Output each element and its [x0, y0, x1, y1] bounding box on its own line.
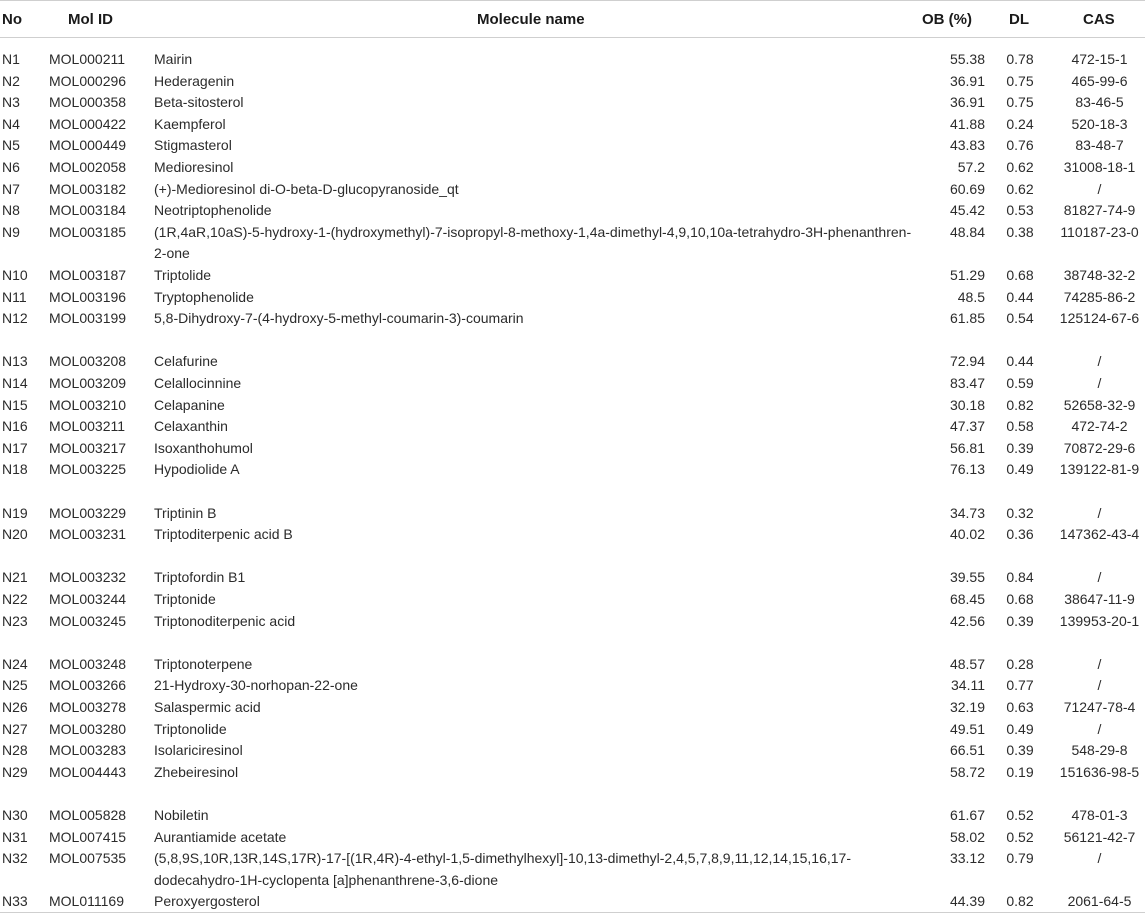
row-no: N9 [2, 223, 20, 240]
row-molecule-name: Aurantiamide acetate [154, 828, 287, 845]
row-molecule-name: Mairin [154, 51, 193, 67]
row-ob: 61.67 [949, 807, 985, 823]
row-no: N16 [2, 418, 28, 435]
row-mol-id: MOL000422 [49, 115, 127, 132]
row-cas: 31008-18-1 [1063, 159, 1136, 175]
row-dl: 0.68 [1006, 591, 1034, 607]
row-mol-id: MOL005828 [49, 807, 127, 823]
row-mol-id: MOL007535 [49, 850, 127, 867]
row-no: N19 [2, 504, 28, 521]
row-mol-id: MOL002058 [49, 159, 127, 175]
row-cas: 125124-67-6 [1059, 310, 1140, 327]
row-no: N15 [2, 396, 28, 413]
row-no: N20 [2, 526, 28, 543]
table-row [0, 567, 1145, 589]
row-ob: 36.91 [949, 72, 985, 89]
row-mol-id: MOL003231 [49, 526, 127, 543]
table-row [0, 503, 1145, 525]
table-row [0, 114, 1145, 136]
table-row [0, 179, 1145, 201]
row-no: N28 [2, 742, 28, 759]
row-cas: 151636-98-5 [1059, 763, 1140, 780]
row-mol-id: MOL003283 [49, 742, 127, 759]
row-molecule-name: Salaspermic acid [154, 699, 261, 715]
row-molecule-name: Tryptophenolide [154, 288, 254, 305]
row-ob: 60.69 [949, 180, 985, 197]
table-row [0, 827, 1145, 849]
table-row [0, 351, 1145, 373]
row-dl: 0.82 [1006, 396, 1034, 413]
row-molecule-name: Hederagenin [154, 72, 235, 89]
row-ob: 43.83 [949, 137, 985, 154]
row-ob: 55.38 [949, 51, 985, 67]
table-row [0, 308, 1145, 351]
row-cas: / [1097, 655, 1102, 672]
row-ob: 66.51 [949, 742, 985, 759]
row-molecule-name: 5,8-Dihydroxy-7-(4-hydroxy-5-methyl-coumarin-3)-coumarin [154, 310, 524, 327]
row-molecule-name: Celaxanthin [154, 418, 228, 435]
row-no: N24 [2, 655, 28, 672]
row-molecule-name: Triptoditerpenic acid B [154, 526, 293, 543]
row-dl: 0.78 [1006, 51, 1034, 67]
row-ob: 76.13 [949, 461, 985, 478]
row-no: N29 [2, 763, 28, 780]
row-no: N27 [2, 720, 28, 737]
row-cas: 83-46-5 [1075, 94, 1124, 111]
row-dl: 0.62 [1006, 180, 1034, 197]
row-molecule-name: Nobiletin [154, 807, 209, 823]
row-dl: 0.75 [1006, 94, 1034, 111]
row-ob: 58.72 [949, 763, 985, 780]
row-ob: 51.29 [949, 267, 985, 283]
row-cas: 472-15-1 [1071, 51, 1128, 67]
table-row [0, 589, 1145, 611]
row-mol-id: MOL003182 [49, 180, 127, 197]
row-molecule-name: Triptinin B [154, 504, 217, 521]
table-row [0, 654, 1145, 676]
row-dl: 0.75 [1006, 72, 1034, 89]
row-dl: 0.49 [1006, 720, 1034, 737]
row-molecule-name: Triptonoditerpenic acid [154, 612, 296, 629]
row-ob: 40.02 [949, 526, 985, 543]
row-mol-id: MOL003245 [49, 612, 127, 629]
row-ob: 34.73 [949, 504, 985, 521]
row-molecule-name: Stigmasterol [154, 137, 232, 154]
row-ob: 49.51 [949, 720, 985, 737]
row-dl: 0.76 [1006, 137, 1034, 154]
row-mol-id: MOL003280 [49, 720, 127, 737]
header-ob: OB (%) [922, 11, 972, 28]
row-mol-id: MOL003278 [49, 699, 127, 715]
row-ob: 32.19 [949, 699, 985, 715]
row-ob: 44.39 [949, 893, 985, 910]
row-ob: 33.12 [949, 850, 985, 867]
row-cas: 465-99-6 [1071, 72, 1128, 89]
row-cas: 52658-32-9 [1063, 396, 1136, 413]
table-row [0, 762, 1145, 805]
row-no: N13 [2, 353, 28, 370]
row-molecule-name: Celapanine [154, 396, 225, 413]
row-no: N1 [2, 51, 20, 67]
row-no: N6 [2, 159, 20, 175]
row-molecule-name: Isolariciresinol [154, 742, 243, 759]
row-dl: 0.58 [1006, 418, 1034, 435]
row-dl: 0.32 [1006, 504, 1034, 521]
row-ob: 56.81 [949, 439, 985, 456]
row-mol-id: MOL003210 [49, 396, 127, 413]
table-row [0, 524, 1145, 567]
row-mol-id: MOL003266 [49, 677, 127, 694]
row-no: N8 [2, 202, 20, 219]
row-cas: / [1097, 180, 1102, 197]
row-mol-id: MOL000358 [49, 94, 127, 111]
row-mol-id: MOL003211 [49, 418, 126, 435]
row-ob: 30.18 [949, 396, 985, 413]
row-ob: 45.42 [949, 202, 985, 219]
header-cas: CAS [1083, 11, 1115, 28]
row-no: N25 [2, 677, 28, 694]
row-cas: 2061-64-5 [1067, 893, 1132, 910]
row-cas: 548-29-8 [1071, 742, 1128, 759]
row-cas: / [1097, 353, 1102, 370]
header-dl: DL [1009, 11, 1029, 28]
row-mol-id: MOL000211 [49, 51, 126, 67]
row-dl: 0.52 [1006, 807, 1034, 823]
row-molecule-name: Hypodiolide A [154, 461, 240, 478]
row-no: N11 [2, 288, 27, 305]
row-dl: 0.39 [1006, 439, 1034, 456]
row-ob: 48.57 [949, 655, 985, 672]
row-dl: 0.39 [1006, 742, 1034, 759]
row-no: N31 [2, 828, 28, 845]
row-molecule-name: Triptofordin B1 [154, 569, 246, 586]
row-dl: 0.84 [1006, 569, 1034, 586]
row-cas: / [1097, 720, 1102, 737]
row-mol-id: MOL000449 [49, 137, 127, 154]
row-no: N7 [2, 180, 20, 197]
row-ob: 48.84 [949, 223, 985, 240]
row-mol-id: MOL011169 [49, 893, 124, 910]
row-no: N22 [2, 591, 28, 607]
row-cas: 83-48-7 [1075, 137, 1124, 154]
row-dl: 0.28 [1006, 655, 1034, 672]
table-row [0, 135, 1145, 157]
table-row [0, 805, 1145, 827]
row-cas: 70872-29-6 [1063, 439, 1136, 456]
table-row [0, 265, 1145, 287]
table-row [0, 157, 1145, 179]
header-no: No [2, 11, 22, 28]
row-ob: 42.56 [949, 612, 985, 629]
row-dl: 0.79 [1006, 850, 1034, 867]
table-row [0, 287, 1145, 309]
row-cas: 147362-43-4 [1059, 526, 1140, 543]
row-molecule-name: Isoxanthohumol [154, 439, 253, 456]
row-molecule-name: Beta-sitosterol [154, 94, 244, 111]
row-mol-id: MOL003244 [49, 591, 127, 607]
row-ob: 57.2 [957, 159, 985, 175]
row-mol-id: MOL003199 [49, 310, 127, 327]
row-cas: 74285-86-2 [1063, 288, 1136, 305]
row-dl: 0.49 [1006, 461, 1034, 478]
row-molecule-name: Triptonoterpene [154, 655, 253, 672]
row-cas: / [1097, 375, 1102, 391]
row-molecule-name: 21-Hydroxy-30-norhopan-22-one [154, 677, 358, 694]
row-cas: / [1097, 569, 1102, 586]
table-row [0, 49, 1145, 71]
row-molecule-name: Celallocinnine [154, 375, 242, 391]
row-cas: 520-18-3 [1071, 115, 1128, 132]
row-mol-id: MOL000296 [49, 72, 127, 89]
header-mol-id: Mol ID [68, 11, 113, 28]
row-no: N14 [2, 375, 28, 391]
row-cas: 38647-11-9 [1064, 591, 1135, 607]
row-molecule-name: Kaempferol [154, 115, 226, 132]
row-mol-id: MOL003232 [49, 569, 127, 586]
row-mol-id: MOL003248 [49, 655, 127, 672]
row-dl: 0.19 [1006, 763, 1034, 780]
table-row [0, 740, 1145, 762]
row-ob: 58.02 [949, 828, 985, 845]
row-dl: 0.53 [1006, 202, 1034, 219]
row-cas: / [1097, 850, 1102, 867]
row-no: N3 [2, 94, 20, 111]
table-row [0, 438, 1145, 460]
row-mol-id: MOL003208 [49, 353, 127, 370]
row-mol-id: MOL003209 [49, 375, 127, 391]
table-row [0, 395, 1145, 417]
row-mol-id: MOL007415 [49, 828, 127, 845]
row-mol-id: MOL003217 [49, 439, 127, 456]
row-ob: 39.55 [949, 569, 985, 586]
row-molecule-name: Zhebeiresinol [154, 763, 239, 780]
row-dl: 0.59 [1006, 375, 1034, 391]
row-cas: 56121-42-7 [1063, 828, 1136, 845]
row-cas: 71247-78-4 [1063, 699, 1136, 715]
row-cas: 139953-20-1 [1059, 612, 1140, 629]
row-no: N32 [2, 850, 28, 867]
row-molecule-name: (+)-Medioresinol di-O-beta-D-glucopyranoside_qt [154, 180, 459, 197]
table-row [0, 416, 1145, 438]
row-dl: 0.44 [1006, 353, 1034, 370]
row-cas: 139122-81-9 [1059, 461, 1140, 478]
row-ob: 36.91 [949, 94, 985, 111]
table-row [0, 891, 1145, 913]
row-no: N4 [2, 115, 20, 132]
table-row [0, 200, 1145, 222]
row-ob: 34.11 [951, 677, 985, 694]
table-row [0, 719, 1145, 741]
row-dl: 0.38 [1006, 223, 1034, 240]
row-dl: 0.36 [1006, 526, 1034, 543]
row-mol-id: MOL003184 [49, 202, 127, 219]
row-dl: 0.54 [1006, 310, 1034, 327]
row-no: N12 [2, 310, 28, 327]
row-cas: / [1097, 677, 1102, 694]
row-dl: 0.77 [1006, 677, 1034, 694]
row-ob: 47.37 [949, 418, 985, 435]
row-no: N33 [2, 893, 28, 910]
row-dl: 0.82 [1006, 893, 1034, 910]
row-cas: / [1097, 504, 1102, 521]
table-row [0, 611, 1145, 654]
table-row [0, 222, 1145, 265]
row-ob: 68.45 [949, 591, 985, 607]
table-row [0, 459, 1145, 502]
row-no: N21 [2, 569, 28, 586]
row-cas: 81827-74-9 [1063, 202, 1136, 219]
row-mol-id: MOL003225 [49, 461, 127, 478]
row-cas: 478-01-3 [1071, 807, 1128, 823]
row-dl: 0.24 [1006, 115, 1034, 132]
row-no: N10 [2, 267, 28, 283]
table-row [0, 697, 1145, 719]
row-ob: 72.94 [949, 353, 985, 370]
row-no: N18 [2, 461, 28, 478]
row-dl: 0.44 [1006, 288, 1034, 305]
row-no: N2 [2, 72, 20, 89]
table-bottom-rule [0, 912, 1145, 913]
row-no: N5 [2, 137, 20, 154]
row-mol-id: MOL003229 [49, 504, 127, 521]
row-cas: 110187-23-0 [1060, 223, 1139, 240]
row-cas: 38748-32-2 [1063, 267, 1136, 283]
row-ob: 48.5 [957, 288, 985, 305]
row-molecule-name: Triptonide [154, 591, 216, 607]
table-row [0, 92, 1145, 114]
row-dl: 0.52 [1006, 828, 1034, 845]
row-molecule-name: Medioresinol [154, 159, 234, 175]
row-no: N17 [2, 439, 28, 456]
row-dl: 0.62 [1006, 159, 1034, 175]
row-molecule-name: Neotriptophenolide [154, 202, 272, 219]
row-no: N30 [2, 807, 28, 823]
row-molecule-name: Triptolide [154, 267, 212, 283]
row-ob: 41.88 [949, 115, 985, 132]
table-row [0, 848, 1145, 891]
header-molecule-name: Molecule name [477, 11, 585, 28]
row-molecule-name: Peroxyergosterol [154, 893, 260, 910]
row-mol-id: MOL004443 [49, 763, 127, 780]
row-molecule-name: (1R,4aR,10aS)-5-hydroxy-1-(hydroxymethyl)-7-isopropyl-8-methoxy-1,4a-dimethyl-4,9,10,10a-tetrahydro-3H-phenanthren-2-one [154, 223, 912, 262]
row-no: N23 [2, 612, 28, 629]
row-dl: 0.63 [1006, 699, 1034, 715]
row-mol-id: MOL003185 [49, 223, 127, 240]
row-mol-id: MOL003187 [49, 267, 127, 283]
row-dl: 0.68 [1006, 267, 1034, 283]
row-ob: 83.47 [949, 375, 985, 391]
row-mol-id: MOL003196 [49, 288, 127, 305]
table-row [0, 373, 1145, 395]
row-molecule-name: Celafurine [154, 353, 218, 370]
row-molecule-name: Triptonolide [154, 720, 227, 737]
row-dl: 0.39 [1006, 612, 1034, 629]
table-row [0, 71, 1145, 93]
row-molecule-name: (5,8,9S,10R,13R,14S,17R)-17-[(1R,4R)-4-ethyl-1,5-dimethylhexyl]-10,13-dimethyl-2,4,5,7,8,9,11,12,14,15,16,17-dodecahydro-1H-cyclopenta [a]phenanthrene-3,6-dione [154, 850, 851, 888]
table-header [0, 0, 1145, 38]
row-ob: 61.85 [949, 310, 985, 327]
table-row [0, 675, 1145, 697]
row-cas: 472-74-2 [1071, 418, 1128, 435]
row-no: N26 [2, 699, 28, 715]
